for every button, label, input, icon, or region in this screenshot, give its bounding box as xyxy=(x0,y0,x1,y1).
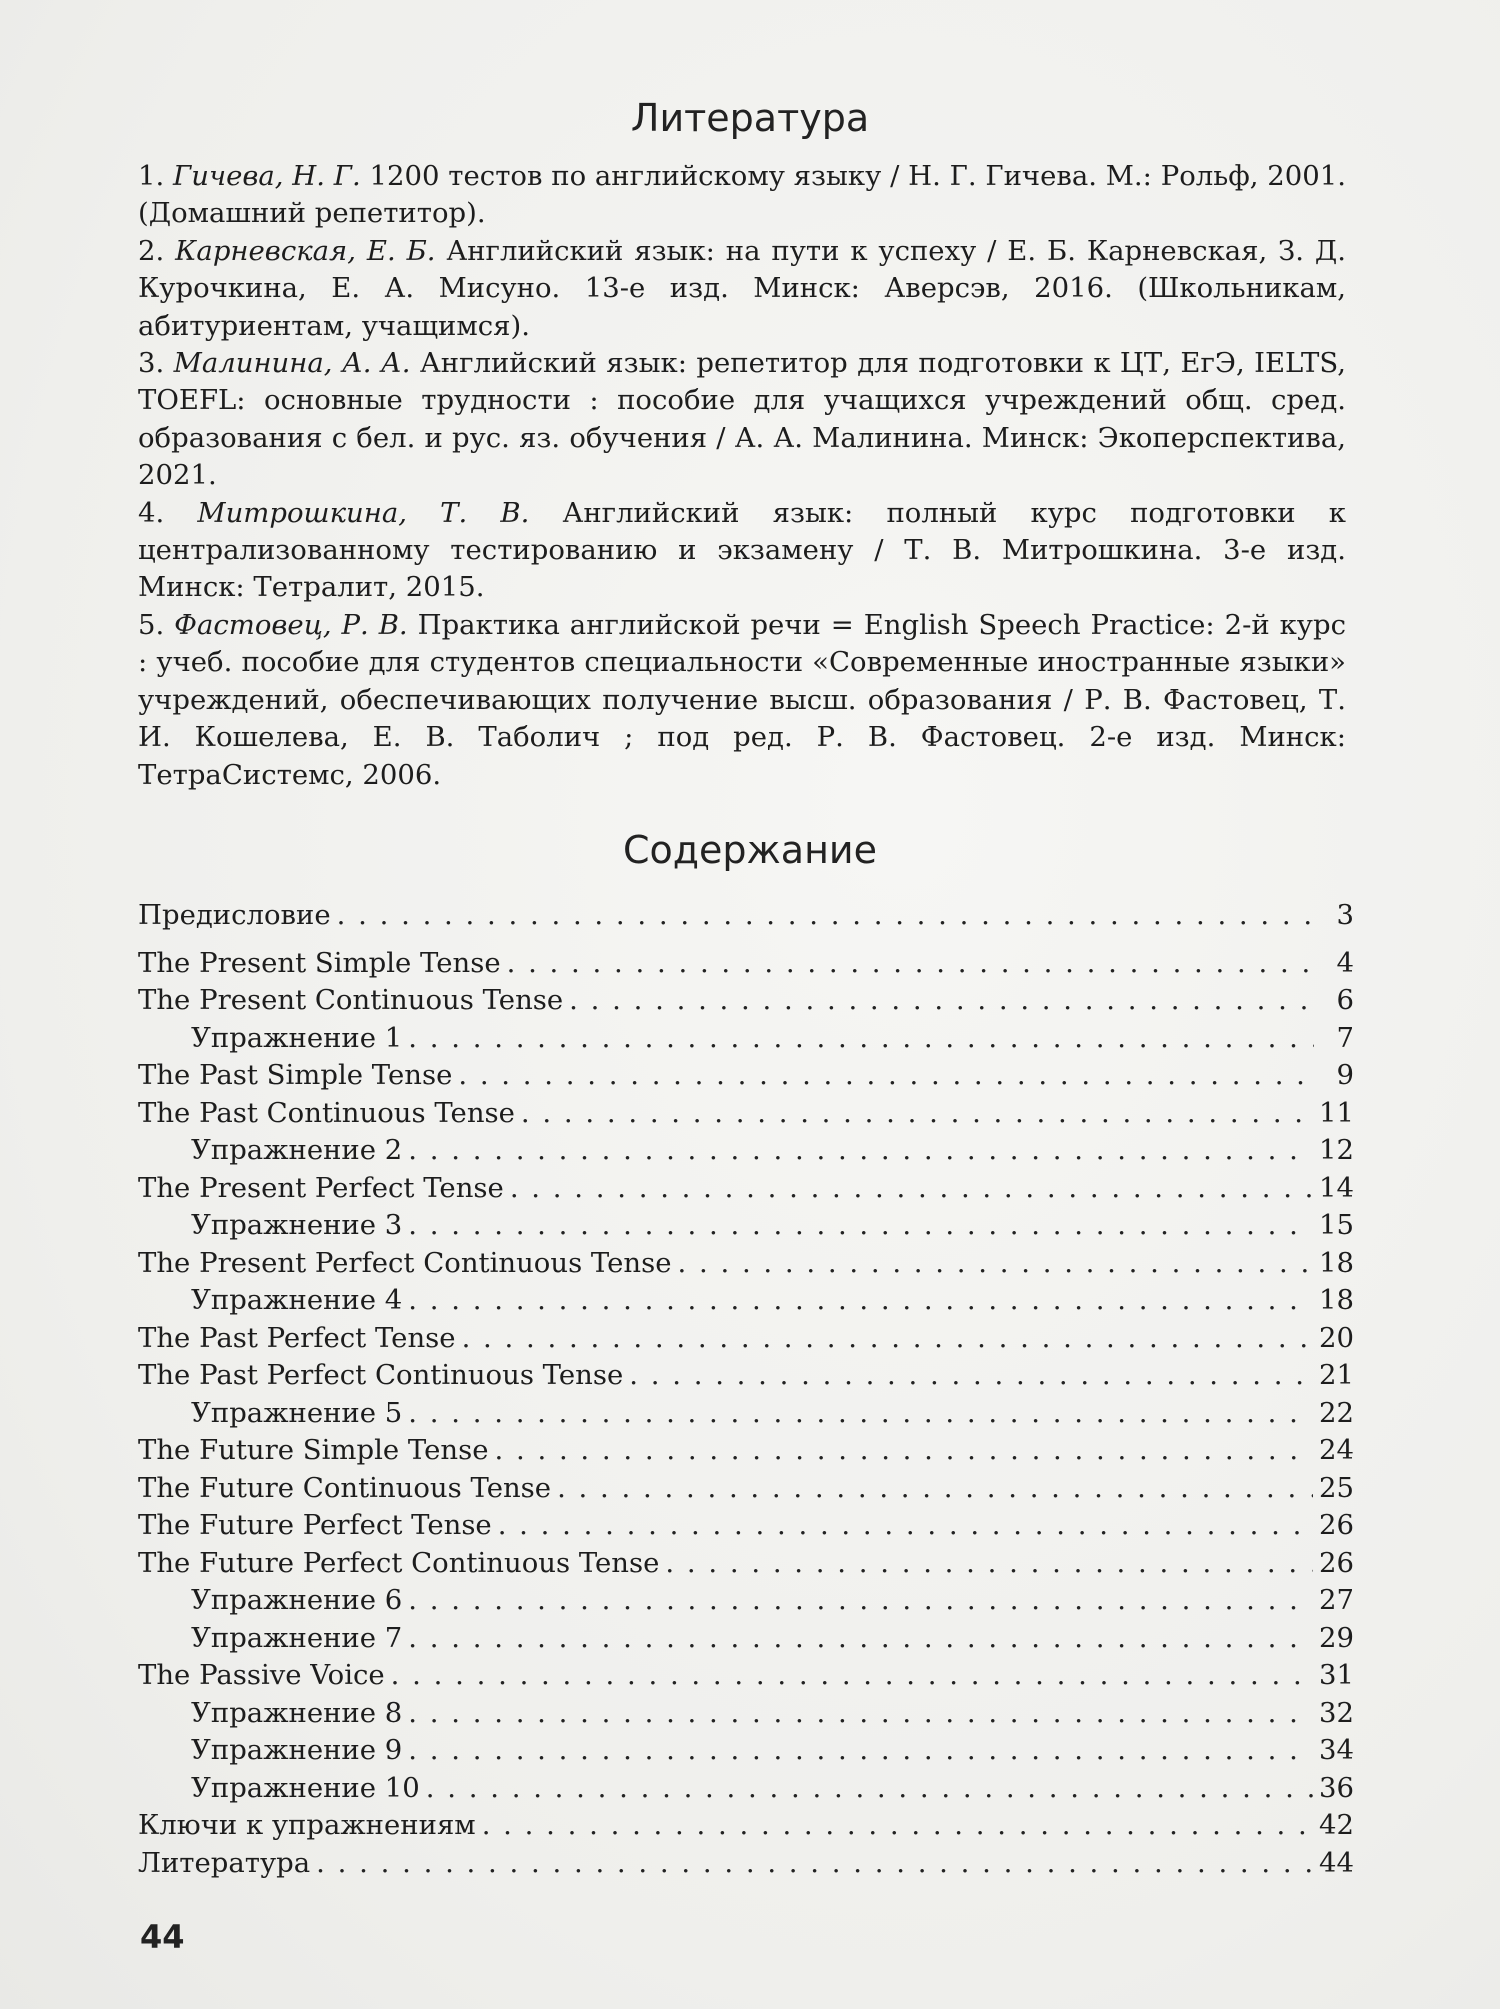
toc-entry-title: The Future Perfect Continuous Tense xyxy=(138,1546,660,1579)
toc-entry[interactable] xyxy=(138,1770,1354,1808)
toc-entry-title: Упражнение 3 xyxy=(191,1209,403,1241)
toc-entry[interactable] xyxy=(138,1545,1354,1583)
reference-text: Английский язык: полный курс подготовки к централизованному тестированию и экзамену / Т. В. Митрошкина. 3-е изд. Минск: Тетралит, 2015. xyxy=(138,496,1346,604)
toc-entry[interactable] xyxy=(138,1432,1354,1470)
toc-entry[interactable] xyxy=(138,1282,1354,1320)
contents-heading: Содержание xyxy=(623,828,877,872)
page-number: 44 xyxy=(140,1918,185,1956)
toc-entry-title: Упражнение 5 xyxy=(191,1396,403,1429)
reference-text: Английский язык: на пути к успеху / Е. Б. Карневская, З. Д. Курочкина, Е. А. Мисуно. 13-е изд. Минск: Аверсэв, 2016. (Школьникам, абитуриентам, учащимся). xyxy=(138,234,1346,342)
reference-item xyxy=(138,345,1346,495)
dot-leader xyxy=(569,982,1314,1020)
toc-entry-title: Упражнение 6 xyxy=(191,1584,403,1616)
dot-leader xyxy=(510,1170,1313,1208)
dot-leader xyxy=(498,1507,1313,1545)
reference-list xyxy=(138,158,1346,794)
reference-item xyxy=(138,233,1346,345)
toc-entry-title: The Future Perfect Tense xyxy=(138,1509,492,1541)
dot-leader xyxy=(408,1620,1313,1658)
toc-entry[interactable] xyxy=(138,1620,1354,1658)
toc-entry-title: Литература xyxy=(138,1846,311,1879)
toc-entry[interactable] xyxy=(138,1170,1354,1208)
dot-leader xyxy=(521,1095,1313,1133)
dot-leader xyxy=(678,1245,1314,1283)
toc-entry-title: The Past Perfect Tense xyxy=(138,1321,456,1354)
toc-entry-title: The Past Continuous Tense xyxy=(138,1096,515,1129)
toc-page-number: 22 xyxy=(1319,1396,1354,1429)
toc-entry-title: Упражнение 10 xyxy=(191,1771,420,1804)
toc-page-number: 32 xyxy=(1319,1696,1354,1729)
reference-text: Практика английской речи = English Speech Practice: 2-й курс : учеб. пособие для студентов специальности «Современные иностранные языки» учреждений, обеспечивающих получение высш. образования / Р. В. Фастовец, Т. И. Кошелева, Е. В. Таболич ; под ред. Р. В. Фастовец. 2-е изд. Минск: ТетраСистемс, 2006. xyxy=(138,608,1346,791)
toc-page-number: 31 xyxy=(1319,1659,1354,1691)
toc-page-number: 11 xyxy=(1319,1096,1354,1129)
toc-entry[interactable] xyxy=(138,1507,1354,1545)
dot-leader xyxy=(629,1357,1313,1395)
toc-page-number: 26 xyxy=(1319,1546,1354,1579)
toc-entry[interactable] xyxy=(138,1807,1354,1845)
dot-leader xyxy=(458,1057,1314,1095)
toc-entry[interactable] xyxy=(138,1395,1354,1433)
toc-entry-title: The Present Simple Tense xyxy=(138,946,501,979)
toc-entry-title: The Future Simple Tense xyxy=(138,1434,489,1466)
toc-entry-title: The Passive Voice xyxy=(138,1659,385,1691)
toc-entry-title: Упражнение 8 xyxy=(191,1696,403,1729)
dot-leader xyxy=(507,945,1314,983)
literature-heading: Литература xyxy=(630,96,870,140)
toc-entry[interactable] xyxy=(138,1845,1354,1883)
toc-entry[interactable] xyxy=(138,982,1354,1020)
dot-leader xyxy=(391,1657,1313,1695)
reference-item xyxy=(138,158,1346,233)
toc-entry[interactable] xyxy=(138,1245,1354,1283)
reference-number: 5. xyxy=(138,608,165,641)
toc-page-number: 15 xyxy=(1319,1209,1354,1241)
toc-page-number: 25 xyxy=(1319,1471,1354,1504)
reference-author: Фастовец, Р. В. xyxy=(174,608,408,641)
dot-leader xyxy=(408,1020,1314,1058)
dot-leader xyxy=(462,1320,1313,1358)
dot-leader xyxy=(408,1207,1313,1245)
dot-leader xyxy=(408,1132,1313,1170)
toc-entry[interactable] xyxy=(138,1732,1354,1770)
toc-page-number: 42 xyxy=(1319,1809,1354,1841)
toc-entry-title: The Future Continuous Tense xyxy=(138,1471,552,1504)
toc-entry-title: Ключи к упражнениям xyxy=(138,1809,476,1841)
dot-leader xyxy=(408,1732,1313,1770)
reference-number: 3. xyxy=(138,347,165,380)
toc-page-number: 26 xyxy=(1319,1509,1354,1541)
toc-entry-title: The Present Perfect Continuous Tense xyxy=(138,1246,672,1279)
toc-page-number: 36 xyxy=(1319,1771,1354,1804)
toc-page-number: 12 xyxy=(1319,1134,1354,1166)
dot-leader xyxy=(557,1470,1313,1508)
toc-page-number: 14 xyxy=(1319,1171,1354,1204)
reference-number: 1. xyxy=(138,160,165,192)
toc-page-number: 21 xyxy=(1319,1359,1354,1391)
dot-leader xyxy=(408,1695,1313,1733)
toc-entry[interactable] xyxy=(138,1207,1354,1245)
toc-page-number: 34 xyxy=(1319,1734,1354,1766)
reference-item xyxy=(138,495,1346,607)
reference-text: Английский язык: репетитор для подготовки к ЦТ, ЕгЭ, IELTS, TOEFL: основные трудности : пособие для учащихся учреждений общ. сред. образования с бел. и рус. яз. обучения / А. А. Малинина. Минск: Экоперспектива, 2021. xyxy=(138,347,1346,492)
dot-leader xyxy=(408,1582,1313,1620)
reference-text: 1200 тестов по английскому языку / Н. Г. Гичева. М.: Рольф, 2001. (Домашний репетитор). xyxy=(138,160,1346,230)
dot-leader xyxy=(408,1282,1313,1320)
toc-entry[interactable] xyxy=(138,1657,1354,1695)
toc-page-number: 4 xyxy=(1336,946,1354,979)
table-of-contents xyxy=(138,897,1354,1882)
reference-item xyxy=(138,607,1346,794)
dot-leader xyxy=(495,1432,1314,1470)
toc-page-number: 24 xyxy=(1319,1434,1354,1466)
toc-page-number: 6 xyxy=(1336,984,1354,1016)
reference-author: Карневская, Е. Б. xyxy=(175,234,436,267)
toc-entry-title: Упражнение 1 xyxy=(191,1021,403,1054)
toc-entry[interactable] xyxy=(138,1582,1354,1620)
toc-entry-title: The Present Continuous Tense xyxy=(138,984,564,1016)
toc-entry-title: Предисловие xyxy=(138,899,331,931)
toc-entry[interactable] xyxy=(138,1132,1354,1170)
toc-entry-title: The Present Perfect Tense xyxy=(138,1171,504,1204)
toc-entry[interactable] xyxy=(138,1695,1354,1733)
toc-entry-title: The Past Simple Tense xyxy=(138,1059,453,1091)
dot-leader xyxy=(316,1845,1313,1883)
reference-author: Малинина, А. А. xyxy=(173,347,411,380)
toc-entry[interactable] xyxy=(138,945,1354,983)
toc-entry-title: Упражнение 7 xyxy=(191,1621,403,1654)
toc-page-number: 18 xyxy=(1319,1246,1354,1279)
dot-leader xyxy=(665,1545,1313,1583)
toc-entry[interactable] xyxy=(138,1320,1354,1358)
reference-author: Гичева, Н. Г. xyxy=(173,160,361,192)
toc-page-number: 27 xyxy=(1319,1584,1354,1616)
dot-leader xyxy=(408,1395,1313,1433)
toc-page-number: 44 xyxy=(1319,1846,1354,1879)
dot-leader xyxy=(482,1807,1313,1845)
toc-entry[interactable] xyxy=(138,1057,1354,1095)
toc-page-number: 9 xyxy=(1336,1059,1354,1091)
toc-page-number: 18 xyxy=(1319,1284,1354,1316)
dot-leader xyxy=(426,1770,1313,1808)
toc-page-number: 29 xyxy=(1319,1621,1354,1654)
toc-entry[interactable] xyxy=(138,1357,1354,1395)
dot-leader xyxy=(337,897,1314,935)
reference-number: 2. xyxy=(138,234,165,267)
toc-page-number: 20 xyxy=(1319,1321,1354,1354)
toc-page-number: 3 xyxy=(1336,899,1354,931)
toc-entry-title: Упражнение 4 xyxy=(191,1284,403,1316)
toc-entry-title: Упражнение 9 xyxy=(191,1734,403,1766)
toc-entry[interactable] xyxy=(138,1020,1354,1058)
toc-entry-title: Упражнение 2 xyxy=(191,1134,403,1166)
reference-number: 4. xyxy=(138,496,165,529)
toc-entry[interactable] xyxy=(138,1095,1354,1133)
toc-entry[interactable] xyxy=(138,1470,1354,1508)
toc-page-number: 7 xyxy=(1336,1021,1354,1054)
toc-entry[interactable] xyxy=(138,897,1354,935)
reference-author: Митрошкина, Т. В. xyxy=(197,496,530,529)
toc-entry-title: The Past Perfect Continuous Tense xyxy=(138,1359,624,1391)
